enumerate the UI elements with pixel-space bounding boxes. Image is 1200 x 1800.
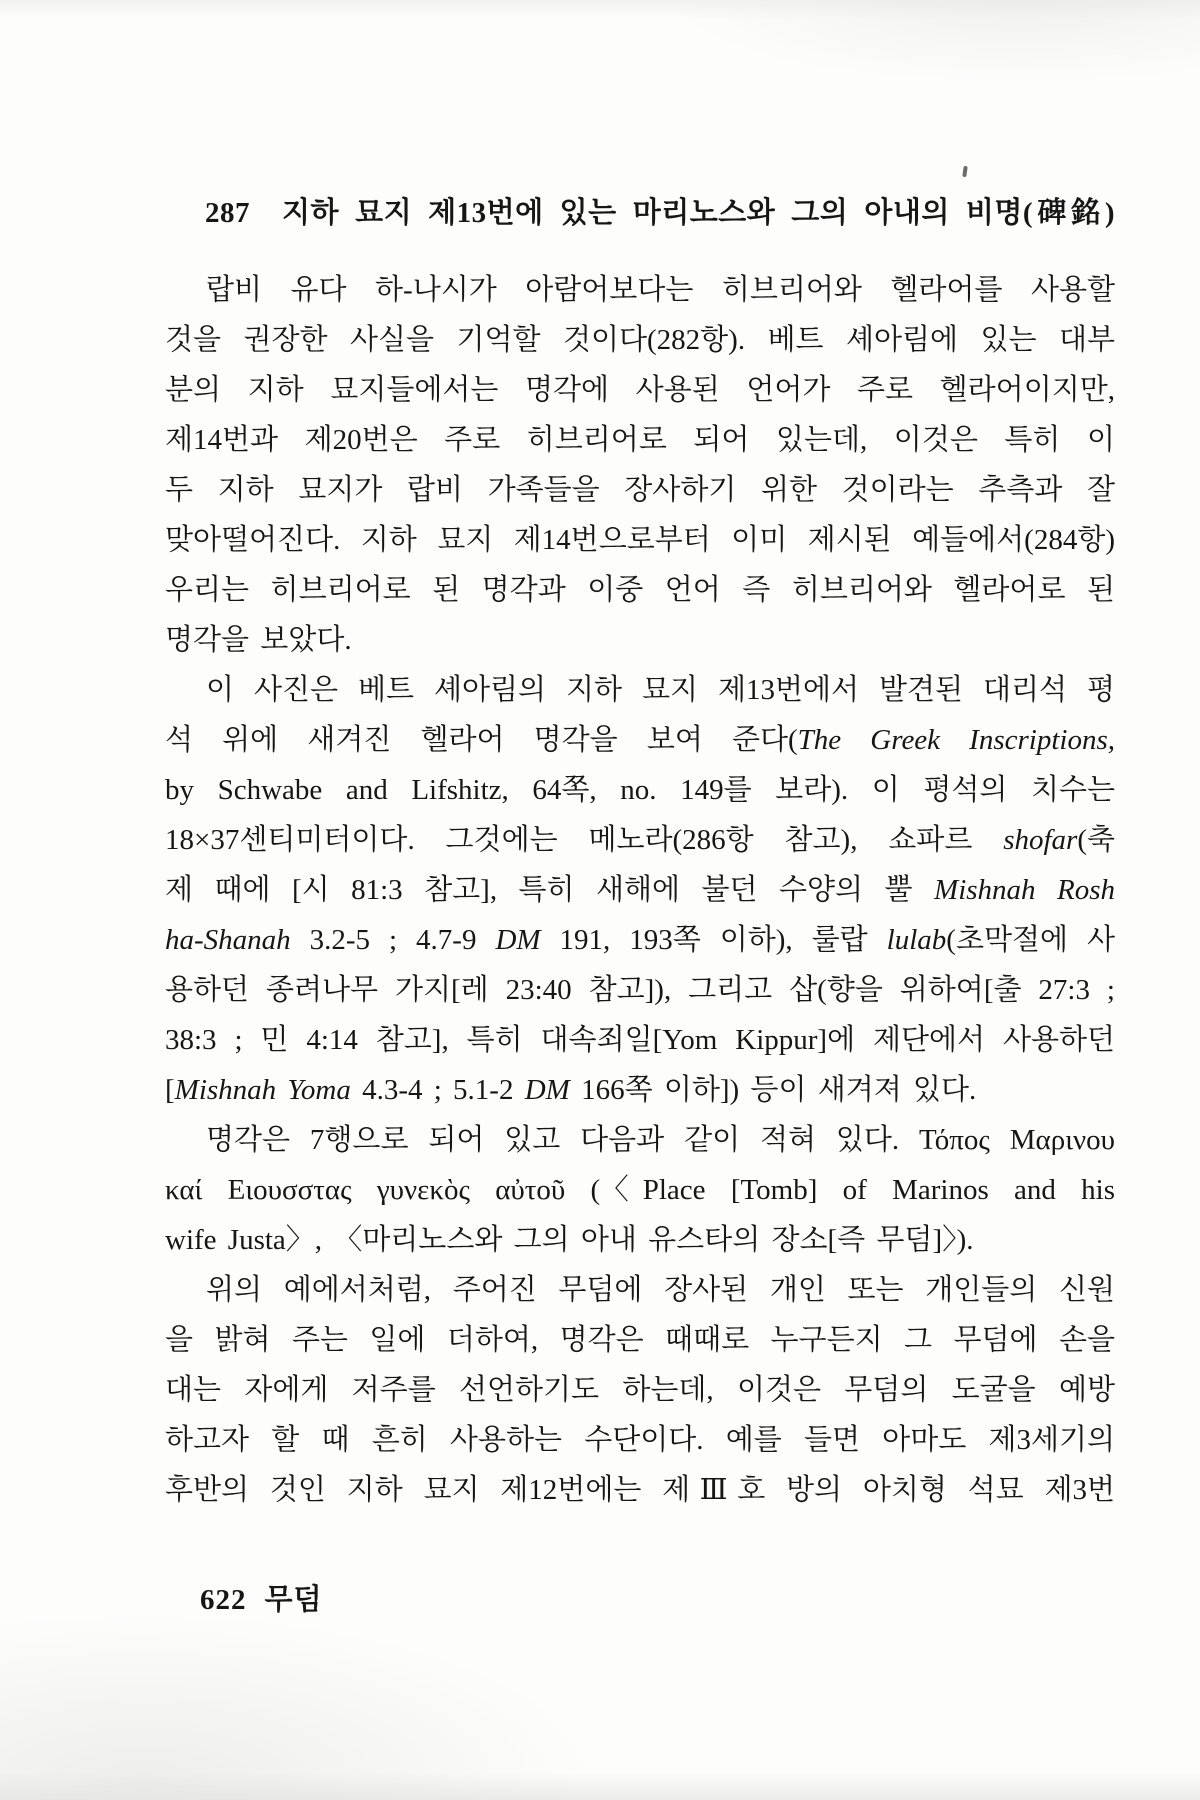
text-line: [165, 365, 1115, 415]
scan-artifact-mark: [962, 166, 967, 177]
text-segment: 용하던 종려나무 가지[레 23:40 참고]), 그리고 삽(향을 위하여[출 27:3 ;: [165, 974, 1115, 1006]
text-segment: 4.3-4 ; 5.1-2: [350, 1074, 525, 1106]
page-number: 622: [200, 1584, 247, 1616]
text-line: [165, 765, 1115, 815]
entry-title: 287 지하 묘지 제13번에 있는 마리노스와 그의 아내의 비명(碑銘): [205, 197, 1115, 229]
text-segment: 랍비 유다 하-나시가 아람어보다는 히브리어와 헬라어를 사용할: [206, 274, 1115, 306]
italic-text-segment: DM: [495, 924, 541, 956]
text-segment: 제 때에 [시 81:3 참고], 특히 새해에 불던 수양의 뿔: [165, 874, 935, 906]
text-line: [165, 315, 1115, 365]
text-line: [165, 415, 1115, 465]
text-segment: wife Justa〉, 〈마리노스와 그의 아내 유스타의 장소[즉 무덤]〉).: [165, 1224, 974, 1256]
text-line: [165, 665, 1115, 715]
paragraph-3: [165, 1115, 1115, 1265]
text-segment: 후반의 것인 지하 묘지 제12번에는 제Ⅲ호 방의 아치형 석묘 제3번: [165, 1474, 1115, 1506]
text-segment: 것을 권장한 사실을 기억할 것이다(282항). 베트 셰아림에 있는 대부: [165, 324, 1115, 356]
text-segment: 명각은 7행으로 되어 있고 다음과 같이 적혀 있다. Τόπος Μαρινου: [206, 1124, 1115, 1156]
text-segment: καί Ειουσστας γυνεκὸς αὐτοῦ (〈Place [Tomb] of Marinos and his: [165, 1174, 1115, 1206]
text-segment: 명각을 보았다.: [165, 624, 352, 656]
text-segment: 분의 지하 묘지들에서는 명각에 사용된 언어가 주로 헬라어이지만,: [165, 374, 1115, 406]
text-segment: 191, 193쪽 이하), 룰랍: [540, 924, 887, 956]
text-line: [165, 1065, 1115, 1115]
text-line: [165, 715, 1115, 765]
text-segment: 38:3 ; 민 4:14 참고], 특히 대속죄일[Yom Kippur]에 제단에서 사용하던: [165, 1024, 1115, 1056]
text-line: [165, 1115, 1115, 1165]
text-segment: 제14번과 제20번은 주로 히브리어로 되어 있는데, 이것은 특히 이: [165, 424, 1115, 456]
text-segment: 166쪽 이하]) 등이 새겨져 있다.: [569, 1074, 977, 1106]
text-line: [165, 815, 1115, 865]
text-segment: 18×37센티미터이다. 그것에는 메노라(286항 참고), 쇼파르: [165, 824, 1004, 856]
text-segment: 우리는 히브리어로 된 명각과 이중 언어 즉 히브리어와 헬라어로 된: [165, 574, 1115, 606]
paragraph-2: [165, 665, 1115, 1115]
section-title: 무덤: [264, 1584, 323, 1616]
italic-text-segment: Mishnah Yoma: [174, 1074, 351, 1106]
text-line: [165, 1015, 1115, 1065]
text-segment: 맞아떨어진다. 지하 묘지 제14번으로부터 이미 제시된 예들에서(284항): [165, 524, 1115, 556]
italic-text-segment: lulab: [886, 924, 947, 956]
text-line: [165, 515, 1115, 565]
text-line: [165, 915, 1115, 965]
text-segment: [: [165, 1074, 175, 1106]
text-segment: (초막절에 사: [946, 924, 1115, 956]
text-line: [165, 1265, 1115, 1315]
text-line: [165, 1465, 1115, 1515]
text-segment: 두 지하 묘지가 랍비 가족들을 장사하기 위한 것이라는 추측과 잘: [165, 474, 1115, 506]
text-line: [165, 565, 1115, 615]
text-line: [165, 1165, 1115, 1215]
text-segment: 을 밝혀 주는 일에 더하여, 명각은 때때로 누구든지 그 무덤에 손을: [165, 1324, 1115, 1356]
body-text: [165, 265, 1115, 1515]
italic-text-segment: ha-Shanah: [165, 924, 291, 956]
text-line: [165, 1365, 1115, 1415]
text-segment: by Schwabe and Lifshitz, 64쪽, no. 149를 보라). 이 평석의 치수는: [165, 774, 1115, 806]
italic-text-segment: The Greek Inscriptions,: [797, 724, 1115, 756]
page-footer: [200, 1577, 323, 1618]
text-segment: 석 위에 새겨진 헬라어 명각을 보여 준다(: [165, 724, 798, 756]
italic-text-segment: DM: [524, 1074, 570, 1106]
paragraph-4: [165, 1265, 1115, 1515]
text-segment: 위의 예에서처럼, 주어진 무덤에 장사된 개인 또는 개인들의 신원: [206, 1274, 1115, 1306]
paragraph-1: [165, 265, 1115, 665]
text-line: [165, 1315, 1115, 1365]
text-segment: 이 사진은 베트 셰아림의 지하 묘지 제13번에서 발견된 대리석 평: [206, 674, 1115, 706]
text-segment: 하고자 할 때 흔히 사용하는 수단이다. 예를 들면 아마도 제3세기의: [165, 1424, 1115, 1456]
text-line: [165, 1415, 1115, 1465]
text-line: [165, 865, 1115, 915]
text-segment: 3.2-5 ; 4.7-9: [290, 924, 496, 956]
italic-text-segment: Mishnah Rosh: [934, 874, 1115, 906]
text-line: [165, 965, 1115, 1015]
text-segment: 대는 자에게 저주를 선언하기도 하는데, 이것은 무덤의 도굴을 예방: [165, 1374, 1115, 1406]
text-line: [165, 615, 1115, 665]
text-line: [165, 265, 1115, 315]
italic-text-segment: shofar: [1003, 824, 1078, 856]
text-line: [165, 1215, 1115, 1265]
text-line: [165, 465, 1115, 515]
text-segment: (축: [1077, 824, 1115, 856]
